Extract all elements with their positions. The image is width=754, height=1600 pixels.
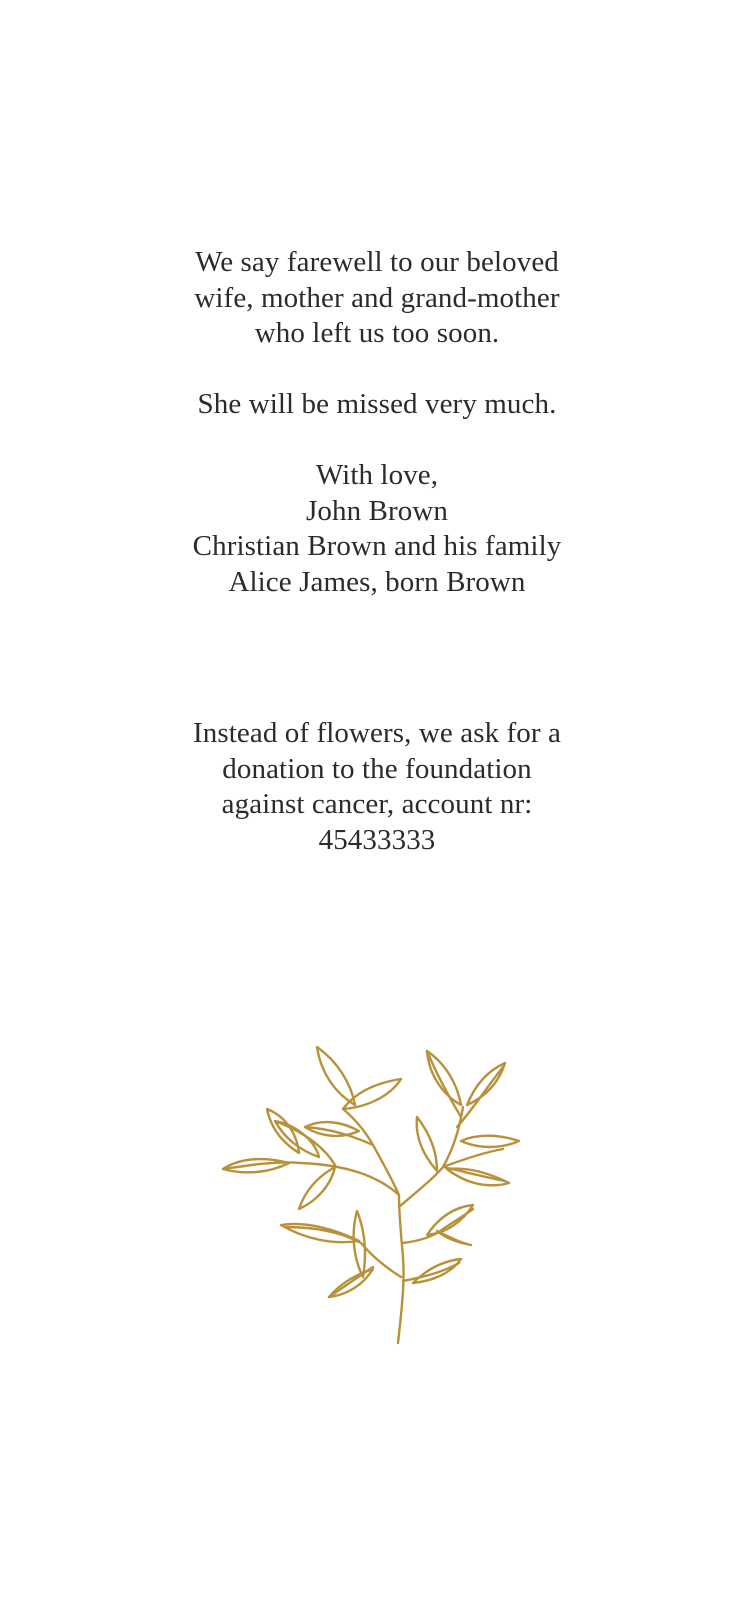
account-number: 45433333: [318, 823, 436, 856]
donation-line-3: against cancer, account nr:: [221, 788, 533, 820]
donation-request: [0, 716, 754, 858]
intro-line-2: wife, mother and grand-mother: [194, 281, 560, 314]
signatory-1: John Brown: [306, 494, 448, 527]
intro-line-1: We say farewell to our beloved: [195, 246, 559, 278]
signatory-2: Christian Brown and his family: [192, 530, 562, 562]
paragraph-spacer: [0, 423, 754, 459]
donation-line-2: donation to the foundation: [222, 752, 532, 785]
paragraph-spacer: [0, 352, 754, 388]
donation-line-1: Instead of flowers, we ask for a: [193, 717, 561, 749]
signoff-line: With love,: [315, 459, 439, 491]
gold-leaf-sprig-icon: [205, 1045, 535, 1355]
missed-line: She will be missed very much.: [197, 388, 557, 420]
farewell-message: [0, 245, 754, 600]
signatory-3: Alice James, born Brown: [228, 565, 526, 598]
intro-line-3: who left us too soon.: [254, 317, 500, 349]
